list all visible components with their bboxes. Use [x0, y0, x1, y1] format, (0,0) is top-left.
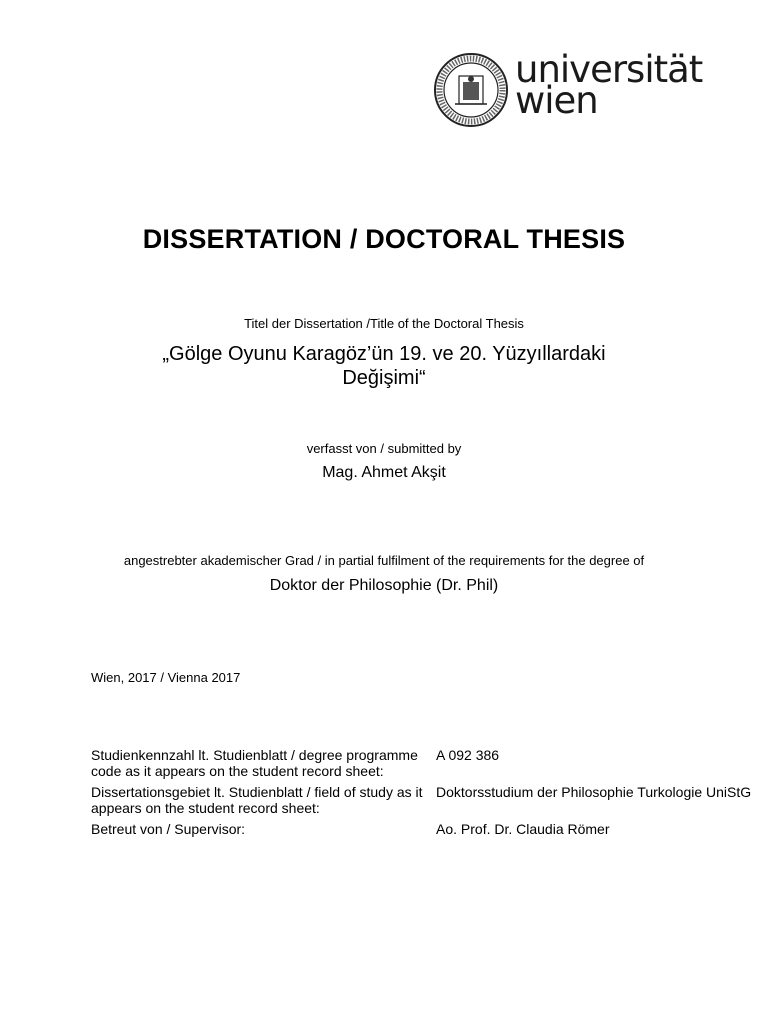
- author-label: verfasst von / submitted by: [306, 441, 462, 456]
- degree-label: angestrebter akademischer Grad / in partial fulfilment of the requirements for the degree of: [123, 553, 645, 568]
- details-value: Doktorsstudium der Philosophie Turkologie UniStG: [436, 784, 752, 800]
- details-table: [91, 747, 768, 842]
- author-name: Mag. Ahmet Akşit: [322, 464, 446, 481]
- details-label: Dissertationsgebiet lt. Studienblatt / field of study as it appears on the student record sheet:: [91, 784, 423, 816]
- thesis-title-line-1: „Gölge Oyunu Karagöz’ün 19. ve 20. Yüzyıllardaki: [162, 343, 606, 365]
- place-date: Wien, 2017 / Vienna 2017: [91, 670, 241, 685]
- thesis-title-line-2: Değişimi“: [342, 367, 426, 389]
- thesis-title: [0, 342, 768, 390]
- details-label: Studienkennzahl lt. Studienblatt / degree programme code as it appears on the student record sheet:: [91, 747, 418, 779]
- university-wordmark: [515, 48, 703, 122]
- details-row-supervisor: [91, 821, 768, 837]
- details-label: Betreut von / Supervisor:: [91, 821, 246, 837]
- details-value: A 092 386: [436, 747, 500, 763]
- university-logo: [433, 48, 713, 132]
- details-row-field-of-study: [91, 784, 768, 816]
- wordmark-line-1: universität: [515, 48, 703, 91]
- details-row-programme-code: [91, 747, 768, 779]
- details-value: Ao. Prof. Dr. Claudia Römer: [436, 821, 610, 837]
- thesis-title-label: Titel der Dissertation /Title of the Doctoral Thesis: [244, 316, 524, 331]
- degree-name: Doktor der Philosophie (Dr. Phil): [269, 577, 499, 594]
- document-heading: DISSERTATION / DOCTORAL THESIS: [142, 224, 626, 254]
- wordmark-line-2: wien: [515, 79, 598, 122]
- university-seal-icon: [433, 52, 509, 128]
